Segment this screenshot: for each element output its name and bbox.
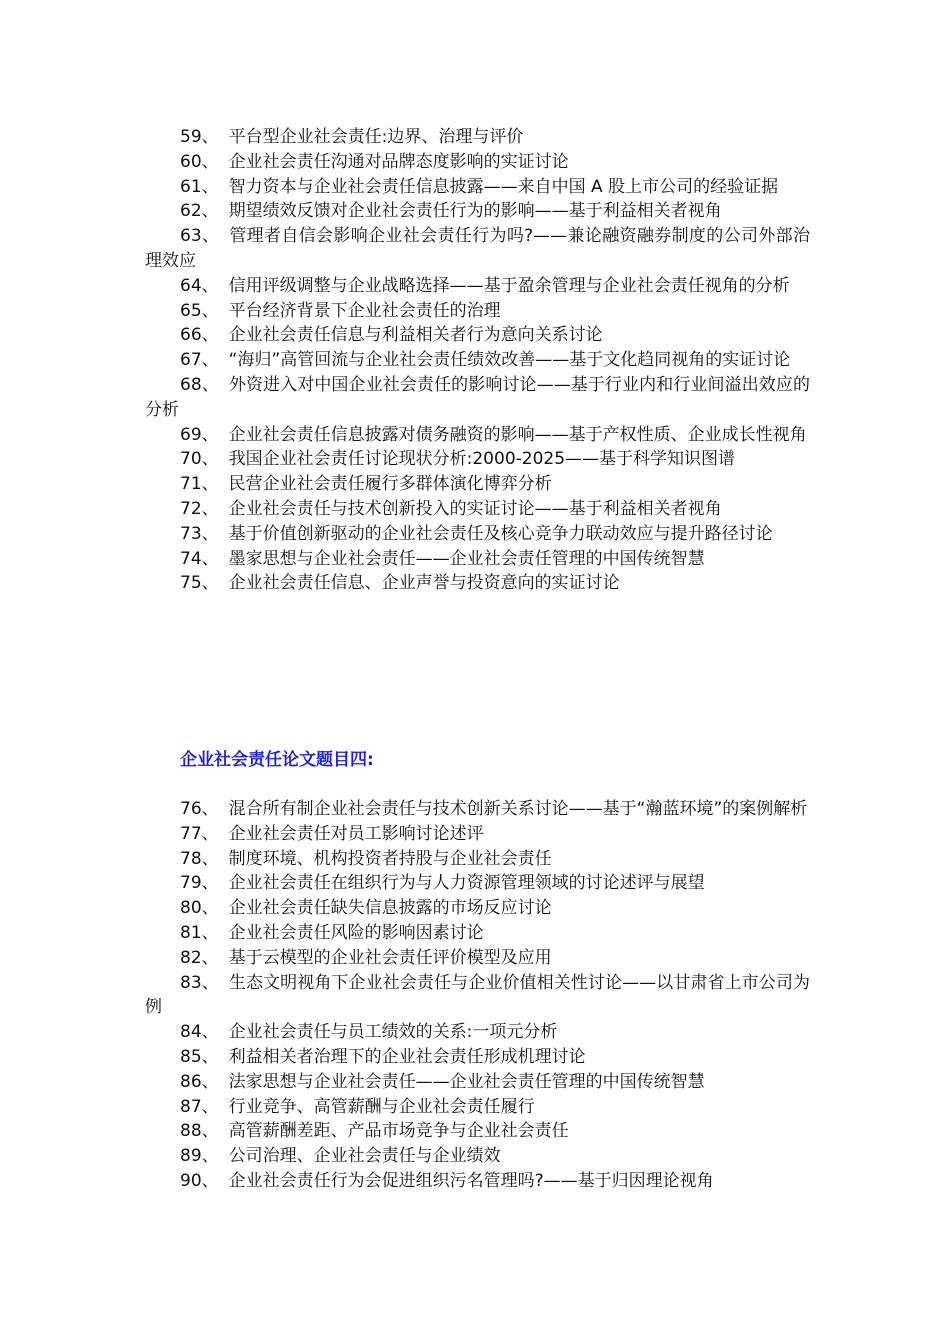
list-item: 63、 管理者自信会影响企业社会责任行为吗?——兼论融资融券制度的公司外部治理效应 bbox=[145, 226, 810, 271]
topic-list-part2 bbox=[145, 797, 810, 1194]
list-item: 90、 企业社会责任行为会促进组织污名管理吗?——基于归因理论视角 bbox=[180, 1170, 714, 1191]
list-item: 65、 平台经济背景下企业社会责任的治理 bbox=[180, 300, 501, 321]
list-item: 87、 行业竞争、高管薪酬与企业社会责任履行 bbox=[180, 1096, 535, 1117]
list-item: 69、 企业社会责任信息披露对债务融资的影响——基于产权性质、企业成长性视角 bbox=[180, 424, 807, 445]
list-item: 62、 期望绩效反馈对企业社会责任行为的影响——基于利益相关者视角 bbox=[180, 201, 722, 222]
list-item: 74、 墨家思想与企业社会责任——企业社会责任管理的中国传统智慧 bbox=[180, 548, 705, 569]
list-item: 71、 民营企业社会责任履行多群体演化博弈分析 bbox=[180, 474, 552, 495]
list-item: 86、 法家思想与企业社会责任——企业社会责任管理的中国传统智慧 bbox=[180, 1071, 705, 1092]
list-item: 84、 企业社会责任与员工绩效的关系:一项元分析 bbox=[180, 1022, 558, 1043]
list-item: 85、 利益相关者治理下的企业社会责任形成机理讨论 bbox=[180, 1046, 586, 1067]
list-item: 78、 制度环境、机构投资者持股与企业社会责任 bbox=[180, 848, 552, 869]
list-item: 73、 基于价值创新驱动的企业社会责任及核心竞争力联动效应与提升路径讨论 bbox=[180, 523, 773, 544]
list-item: 67、 “海归”高管回流与企业社会责任绩效改善——基于文化趋同视角的实证讨论 bbox=[180, 350, 791, 371]
list-item: 76、 混合所有制企业社会责任与技术创新关系讨论——基于“瀚蓝环境”的案例解析 bbox=[180, 799, 808, 819]
list-item: 60、 企业社会责任沟通对品牌态度影响的实证讨论 bbox=[180, 151, 569, 172]
list-item: 70、 我国企业社会责任讨论现状分析:2000-2025——基于科学知识图谱 bbox=[180, 449, 736, 470]
list-item: 80、 企业社会责任缺失信息披露的市场反应讨论 bbox=[180, 898, 552, 919]
topic-list-part1 bbox=[145, 125, 810, 596]
list-item: 77、 企业社会责任对员工影响讨论述评 bbox=[180, 823, 484, 844]
list-item: 89、 公司治理、企业社会责任与企业绩效 bbox=[180, 1146, 501, 1167]
list-item: 88、 高管薪酬差距、产品市场竞争与企业社会责任 bbox=[180, 1121, 569, 1142]
list-item: 83、 生态文明视角下企业社会责任与企业价值相关性讨论——以甘肃省上市公司为例 bbox=[145, 972, 811, 1018]
list-item: 68、 外资进入对中国企业社会责任的影响讨论——基于行业内和行业间溢出效应的分析 bbox=[145, 374, 811, 420]
list-item: 59、 平台型企业社会责任:边界、治理与评价 bbox=[180, 127, 524, 147]
list-item: 66、 企业社会责任信息与利益相关者行为意向关系讨论 bbox=[180, 325, 603, 346]
section-heading: 企业社会责任论文题目四: bbox=[180, 750, 374, 770]
list-item: 75、 企业社会责任信息、企业声誉与投资意向的实证讨论 bbox=[180, 573, 620, 594]
list-item: 64、 信用评级调整与企业战略选择——基于盈余管理与企业社会责任视角的分析 bbox=[180, 275, 790, 296]
list-item: 79、 企业社会责任在组织行为与人力资源管理领域的讨论述评与展望 bbox=[180, 873, 705, 894]
list-item: 61、 智力资本与企业社会责任信息披露——来自中国 A 股上市公司的经验证据 bbox=[180, 176, 779, 197]
list-item: 81、 企业社会责任风险的影响因素讨论 bbox=[180, 922, 484, 943]
list-item: 72、 企业社会责任与技术创新投入的实证讨论——基于利益相关者视角 bbox=[180, 498, 722, 519]
list-item: 82、 基于云模型的企业社会责任评价模型及应用 bbox=[180, 947, 552, 968]
